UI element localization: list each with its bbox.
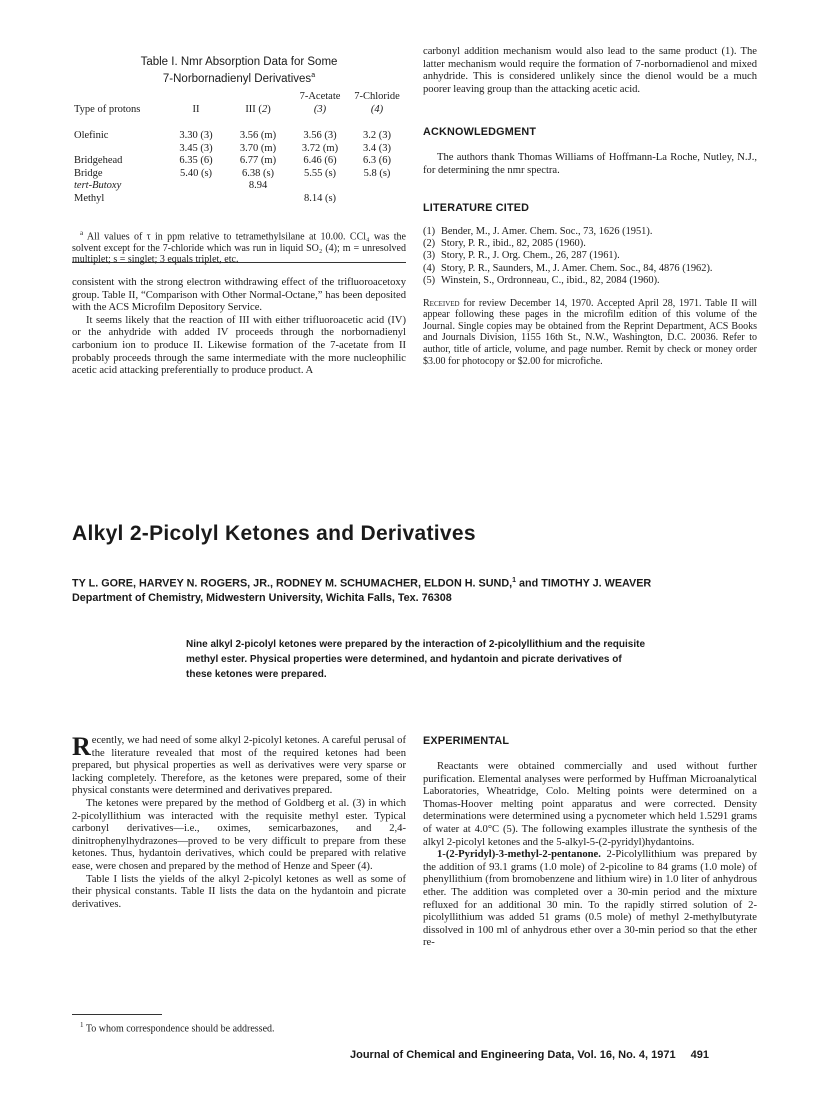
list-item: (4) Story, P. R., Saunders, M., J. Amer. Chem. Soc., 84, 4876 (1962). [423,262,713,274]
reference-list [423,226,757,288]
nmr-table-wrapper [74,91,404,205]
article-title: Alkyl 2-Picolyl Ketones and Derivatives [72,522,476,545]
table-cell [290,180,350,193]
table-cell: 3.2 (3) [363,130,391,141]
experimental-column [423,735,757,950]
table-bottom-rule [72,262,406,263]
table-title-line2: 7-Norbornadienyl Derivatives$^a$ [162,72,316,85]
table-cell: 3.56 (3) [303,130,337,141]
left-paragraph-2: It seems likely that the reaction of III with either trifluoroacetic acid (IV) or the anhydride with added IV proceeds through the norbornadienyl carbonium ion to produce II. Likewise formation of the 7-acetate from II probably proceeds through the same intermediate with the more nucleophilic acetic acid attacking preferentially to produce product. A [72,314,406,377]
received-note: Received for review December 14, 1970. Accepted April 28, 1971. Table II will appear following these pages in the microfilm edition of this volume of the Journal. Single copies may be obtained from the Reprint Department, ACS Books and Journals Division, 1155 16th St., N.W., Washington, D.C. 20036. Refer to author, title of article, volume, and page number. Remit by check or money order $3.00 for photocopy or $2.00 for microfiche. [423,297,757,367]
nmr-table [74,91,404,205]
table-cell: 3.45 (3) [179,142,213,154]
experimental-heading: EXPERIMENTAL [423,735,510,747]
page-number: 491 [690,1049,710,1061]
table-cell: Olefinic [74,130,109,141]
table-cell [226,193,290,206]
table-cell: tert-Butoxy [74,180,122,191]
table-cell: 6.77 (m) [239,155,277,166]
table-cell: 6.35 (6) [179,155,213,166]
table-cell: Methyl [74,192,105,204]
intro-paragraph-2: The ketones were prepared by the method of Goldberg et al. (3) in which 2-picolyllithium was interacted with the requisite methyl ester. Typical carbonyl derivatives—i.e., oximes, semicarbazones, and 2,4-dinitrophenylhydrazones—proved to be very difficult to prepare from these ketones. Thus, hydantoin derivatives, which could be prepared with relative ease, were chosen and prepared by the method of Henze and Speer (4). [72,797,406,872]
intro-paragraph-3: Table I lists the yields of the alkyl 2-picolyl ketones as well as some of their physical constants. Table II lists the data on the hydantoin and picrate derivatives. [72,873,406,910]
table-cell: 6.46 (6) [303,155,337,166]
table-cell [166,193,226,206]
table-cell: 3.56 (m) [239,130,277,141]
list-item: (2) Story, P. R., ibid., 82, 2085 (1960). [423,237,586,249]
author-footnote: $^1$ To whom correspondence should be addressed. [80,1021,275,1035]
table-cell: 6.38 (s) [241,167,275,179]
table-cell: 8.14 (s) [303,192,337,204]
table-row [74,130,404,143]
affiliation: Department of Chemistry, Midwestern University, Wichita Falls, Tex. 76308 [72,591,452,604]
intro-column [72,732,406,911]
list-item: (3) Story, P. R., J. Org. Chem., 26, 287 (1961). [423,250,620,262]
table-cell: 5.8 (s) [363,167,391,179]
intro-paragraph-1: Recently, we had need of some alkyl 2-picolyl ketones. A careful perusal of the literature revealed that most of the required ketones had been prepared, but physical properties as well as derivatives were very sparse or lacking completely. Therefore, as the ketones were prepared, some of their physical constants were determined and derivatives prepared. [72,732,406,797]
right-top-column [423,46,757,367]
acknowledgment-text: The authors thank Thomas Williams of Hoffmann-La Roche, Nutley, N.J., for determining the nmr spectra. [423,152,757,176]
author-block [72,574,651,605]
table-row [74,168,404,181]
footnote-rule [72,1014,162,1015]
page-footer [350,1049,709,1061]
table-row [74,180,404,193]
table-footnote: $^a$ All values of τ in ppm relative to tetramethylsilane at 10.00. CCl₄ was the solvent except for the 7-chloride which was run in liquid SO₂ (4); m = unresolved multiplet; s = singlet; 3 equals triplet, etc. [72,229,406,265]
experimental-paragraph-2: 1-(2-Pyridyl)-3-methyl-2-pentanone. 2-Picolyllithium was prepared by the addition of 93.1 grams (1.0 mole) of 2-picoline to 84 grams (1.0 mole) of phenyllithium (from bromobenzene and lithium wire) in 1.0 liter of anhydrous ether. The addition was completed over a 30-min period and the mixture refluxed for an additional 30 min. To the rapidly stirred solution of 2-picolyllithium was added 51 grams (0.5 mole) of methyl 2-methylbutyrate dissolved in 100 ml of anhydrous ether over a 30-min period so that the ether re- [423,849,757,949]
table-header-row [74,91,404,130]
table-cell: Bridgehead [74,155,123,166]
table-cell: Bridge [74,167,103,179]
table-cell [74,143,166,156]
header-type: Type of protons [74,103,141,115]
table-cell [166,180,226,193]
list-item: (1) Bender, M., J. Amer. Chem. Soc., 73, 1626 (1951). [423,225,653,237]
left-top-text [72,277,406,378]
table-cell: 3.70 (m) [239,142,277,154]
table-cell: 3.4 (3) [363,142,391,154]
table-cell: 3.30 (3) [179,130,213,141]
table-cell: 5.55 (s) [303,167,337,179]
header-ii: II [192,103,200,115]
list-item: (5) Winstein, S., Ordronneau, C., ibid., 82, 2084 (1960). [423,275,660,287]
table-row [74,193,404,206]
journal-citation: Journal of Chemical and Engineering Data, Vol. 16, No. 4, 1971 [350,1049,676,1061]
left-paragraph-1: consistent with the strong electron withdrawing effect of the trifluoroacetoxy group. Table II, “Comparison with Other Normal-Octane,” has been deposited with the ACS Microfilm Depository Service. [72,277,406,314]
table-cell: 8.94 [248,180,268,191]
table-cell: 5.40 (s) [179,167,213,179]
author-list: TY L. GORE, HARVEY N. ROGERS, JR., RODNEY M. SCHUMACHER, ELDON H. SUND,$^1$ and TIMOTHY J. WEAVER [72,577,652,590]
header-acetate: 7-Acetate (3) [299,91,341,115]
table-cell [350,193,404,206]
acknowledgment-heading: ACKNOWLEDGMENT [423,126,537,139]
table-cell [350,180,404,193]
literature-heading: LITERATURE CITED [423,201,530,214]
table-title [78,55,400,86]
table-row [74,155,404,168]
table-cell: 3.72 (m) [301,142,339,154]
dropcap: R [72,732,91,761]
abstract: Nine alkyl 2-picolyl ketones were prepared by the interaction of 2-picolyllithium and the requisite methyl ester. Physical properties were determined, and hydantoin and picrate derivatives of these ketones were prepared. [186,639,645,680]
right-paragraph-1: carbonyl addition mechanism would also lead to the same product (1). The latter mechanism would require the formation of 7-norbornadienol and mixed anhydride. This is considered unlikely since the dienol would be a much poorer leaving group than the attacking acetic acid. [423,46,757,95]
table-cell: 6.3 (6) [363,155,391,166]
table-title-line1: Table I. Nmr Absorption Data for Some [140,56,338,68]
header-iii: III (2) [245,103,271,115]
experimental-paragraph-1: Reactants were obtained commercially and used without further purification. Elemental analyses were performed by Huffman Microanalytical Laboratories, Wheatridge, Colo. Melting points were determined on a Thomas-Hoover melting point apparatus and were corrected. Density determinations were determined using a pycnometer which held 1.5291 grams of water at 4.0°C (5). The following examples illustrate the synthesis of the alkyl 2-picolyl ketones and the 5-alkyl-5-(2-pyridyl)hydantoins. [423,761,757,848]
table-row [74,143,404,156]
header-chloride: 7-Chloride (4) [354,91,400,115]
